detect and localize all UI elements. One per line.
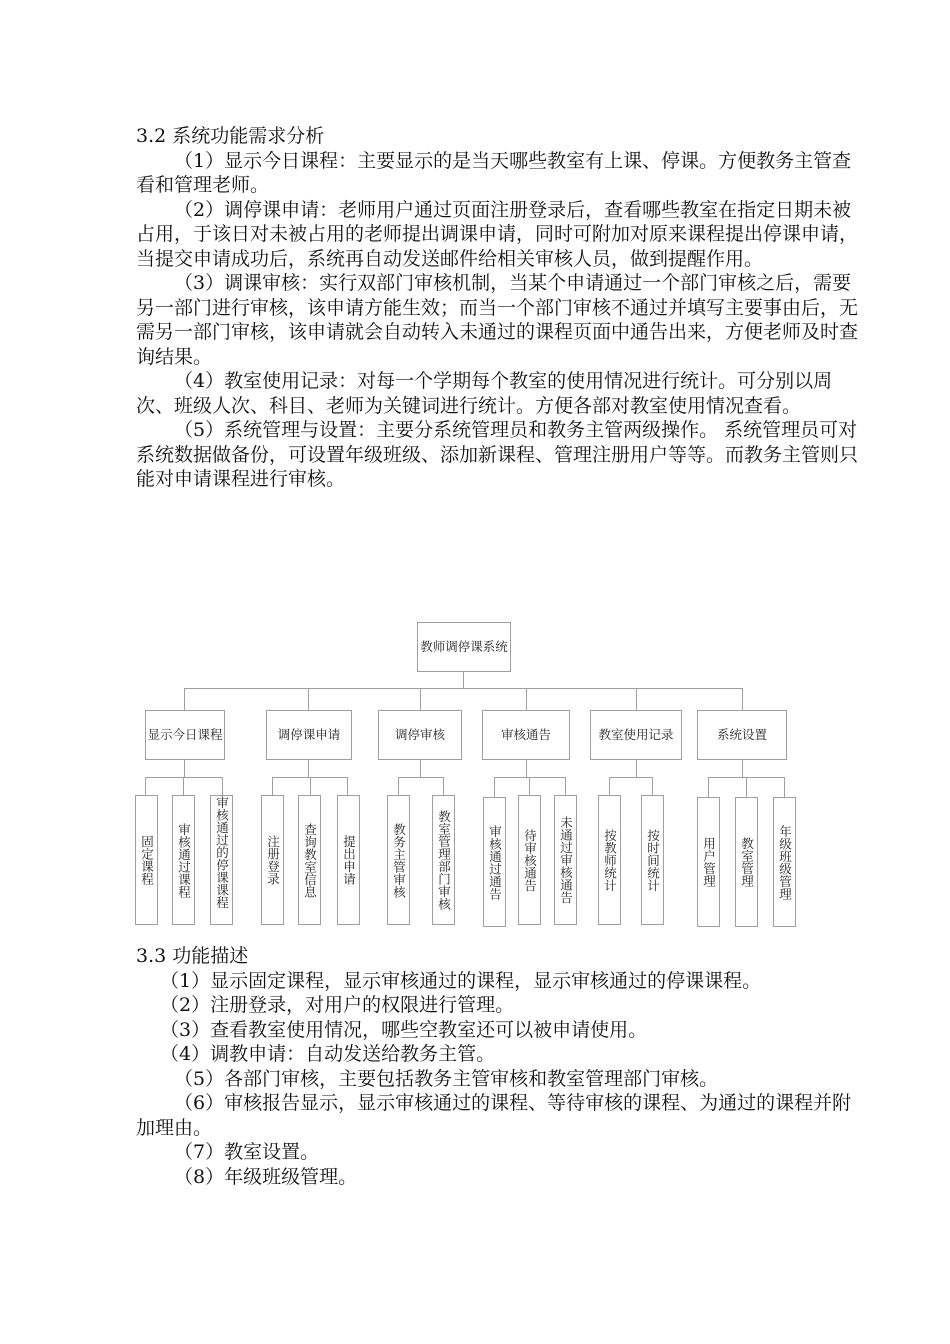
chart-leaf-fixed-courses — [135, 795, 158, 925]
chart-leaf-stats-by-time — [641, 795, 664, 925]
chart-leaf-class-management — [773, 797, 796, 927]
chart-leaf-label: 教室管理部门审核 — [436, 810, 452, 910]
paragraph-system-settings: （5）系统管理与设置：主要分系统管理员和教务主管两级操作。 系统管理员可对系统数据做备份，可设置年级班级、添加新课程、管理注册用户等等。而教务主管则只能对申请课程进行审核。 — [136, 419, 859, 490]
connector-line — [526, 688, 527, 710]
chart-leaf-user-management — [697, 797, 720, 927]
chart-node-classroom-records — [590, 710, 682, 760]
chart-leaf-stats-by-teacher — [598, 795, 621, 925]
chart-leaf-approved-courses — [172, 795, 195, 925]
chart-node-review-notice — [482, 710, 570, 760]
function-item: （6）审核报告显示，显示审核通过的课程、等待审核的课程、为通过的课程并附加理由。 — [136, 1092, 852, 1139]
function-item: （7）教室设置。 — [174, 1141, 320, 1163]
chart-root-label: 教师调停课系统 — [420, 639, 508, 654]
connector-line — [310, 777, 311, 795]
connector-line — [398, 777, 444, 778]
connector-line — [526, 760, 527, 777]
connector-line — [420, 760, 421, 777]
chart-leaf-label: 按教师统计 — [602, 828, 618, 892]
chart-leaf-classroom-dept-review — [432, 795, 455, 925]
connector-line — [145, 777, 223, 778]
chart-leaf-rejected-notice — [554, 795, 577, 925]
function-item: （8）年级班级管理。 — [174, 1165, 358, 1188]
function-item: （2）注册登录，对用户的权限进行管理。 — [160, 994, 515, 1016]
chart-leaf-label: 待审核通告 — [522, 828, 538, 892]
chart-leaf-label: 用户管理 — [701, 837, 717, 887]
connector-line — [609, 777, 653, 778]
chart-leaf-approved-notice — [483, 797, 506, 927]
chart-leaf-approved-cancelled-courses — [210, 795, 233, 925]
section-3-3-heading: 3.3 功能描述 — [136, 945, 249, 967]
connector-line — [742, 688, 743, 710]
chart-leaf-label: 固定课程 — [139, 835, 155, 885]
chart-leaf-classroom-management — [735, 797, 758, 927]
connector-line — [784, 777, 785, 797]
chart-leaf-pending-notice — [518, 795, 541, 925]
chart-leaf-query-classroom — [298, 795, 321, 925]
chart-root-node — [417, 622, 511, 672]
chart-leaf-label: 查询教室信息 — [302, 822, 318, 898]
chart-node-label: 教室使用记录 — [598, 727, 674, 742]
chart-node-adjust-application — [266, 710, 352, 760]
chart-leaf-label: 教务主管审核 — [391, 822, 407, 898]
chart-node-label: 调停课申请 — [277, 727, 341, 742]
connector-line — [636, 688, 637, 710]
connector-line — [308, 760, 309, 777]
section-3-3 — [136, 944, 858, 1189]
connector-line — [184, 760, 185, 777]
connector-line — [347, 777, 348, 795]
connector-line — [272, 777, 273, 795]
chart-node-label: 调停审核 — [394, 727, 445, 742]
paragraph-adjust-application: （2）调停课申请：老师用户通过页面注册登录后，查看哪些教室在指定日期未被占用，于该日对未被占用的老师提出调课申请，同时可附加对原来课程提出停课申请，当提交申请成功后，系统再自动发送邮件给相关审核人员，做到提醒作用。 — [136, 198, 859, 270]
connector-line — [494, 777, 495, 797]
connector-line — [708, 777, 709, 797]
chart-node-adjust-review — [378, 710, 462, 760]
chart-node-label: 审核通告 — [500, 727, 551, 742]
connector-line — [222, 777, 223, 795]
chart-leaf-label: 审核通过课程 — [176, 822, 192, 898]
connector-line — [636, 760, 637, 777]
connector-line — [184, 688, 185, 710]
chart-leaf-label: 按时间统计 — [645, 828, 661, 892]
chart-node-label: 系统设置 — [716, 727, 767, 742]
chart-leaf-academic-review — [387, 795, 410, 925]
chart-node-today-courses — [145, 710, 225, 760]
connector-line — [183, 777, 184, 795]
connector-line — [494, 777, 566, 778]
chart-node-system-settings — [697, 710, 787, 760]
chart-node-label: 显示今日课程 — [147, 727, 223, 742]
function-item: （1）显示固定课程，显示审核通过的课程，显示审核通过的停课课程。 — [160, 969, 762, 992]
paragraph-adjust-review: （3）调课审核：实行双部门审核机制，当某个申请通过一个部门审核之后，需要另一部门进行审核，该申请方能生效；而当一个部门审核不通过并填写主要事由后，无需另一部门审核，该申请就会自动转入未通过的课程页面中通告出来，方便老师及时查询结果。 — [136, 272, 859, 368]
function-item: （4）调教申请：自动发送给教务主管。 — [160, 1043, 496, 1065]
chart-leaf-label: 审核通过的停课课程 — [214, 796, 230, 909]
connector-line — [565, 777, 566, 795]
function-item: （5）各部门审核，主要包括教务主管审核和教室管理部门审核。 — [174, 1067, 719, 1090]
chart-leaf-label: 审核通过通告 — [487, 824, 503, 900]
chart-leaf-label: 注册登录 — [265, 835, 281, 885]
connector-line — [184, 688, 743, 689]
chart-leaf-label: 未通过审核通告 — [558, 816, 574, 904]
connector-line — [609, 777, 610, 795]
function-item: （3）查看教室使用情况，哪些空教室还可以被申请使用。 — [160, 1018, 648, 1041]
chart-leaf-submit-application — [337, 795, 360, 925]
chart-leaf-label: 提出申请 — [341, 835, 357, 885]
chart-leaf-label: 教室管理 — [739, 837, 755, 887]
connector-line — [746, 777, 747, 797]
section-3-2-heading: 3.2 系统功能需求分析 — [136, 125, 325, 147]
connector-line — [398, 777, 399, 795]
connector-line — [308, 688, 309, 710]
chart-leaf-register-login — [261, 795, 284, 925]
chart-leaf-label: 年级班级管理 — [777, 824, 793, 900]
connector-line — [420, 688, 421, 710]
paragraph-today-courses: （1）显示今日课程：主要显示的是当天哪些教室有上课、停课。方便教务主管查看和管理老师。 — [136, 149, 852, 196]
connector-line — [443, 777, 444, 795]
connector-line — [529, 777, 530, 795]
connector-line — [652, 777, 653, 795]
paragraph-classroom-records: （4）教室使用记录：对每一个学期每个教室的使用情况进行统计。可分别以周次、班级人次、科目、老师为关键词进行统计。方便各部对教室使用情况查看。 — [136, 370, 833, 417]
connector-line — [145, 777, 146, 795]
connector-line — [742, 760, 743, 777]
connector-line — [463, 672, 464, 688]
